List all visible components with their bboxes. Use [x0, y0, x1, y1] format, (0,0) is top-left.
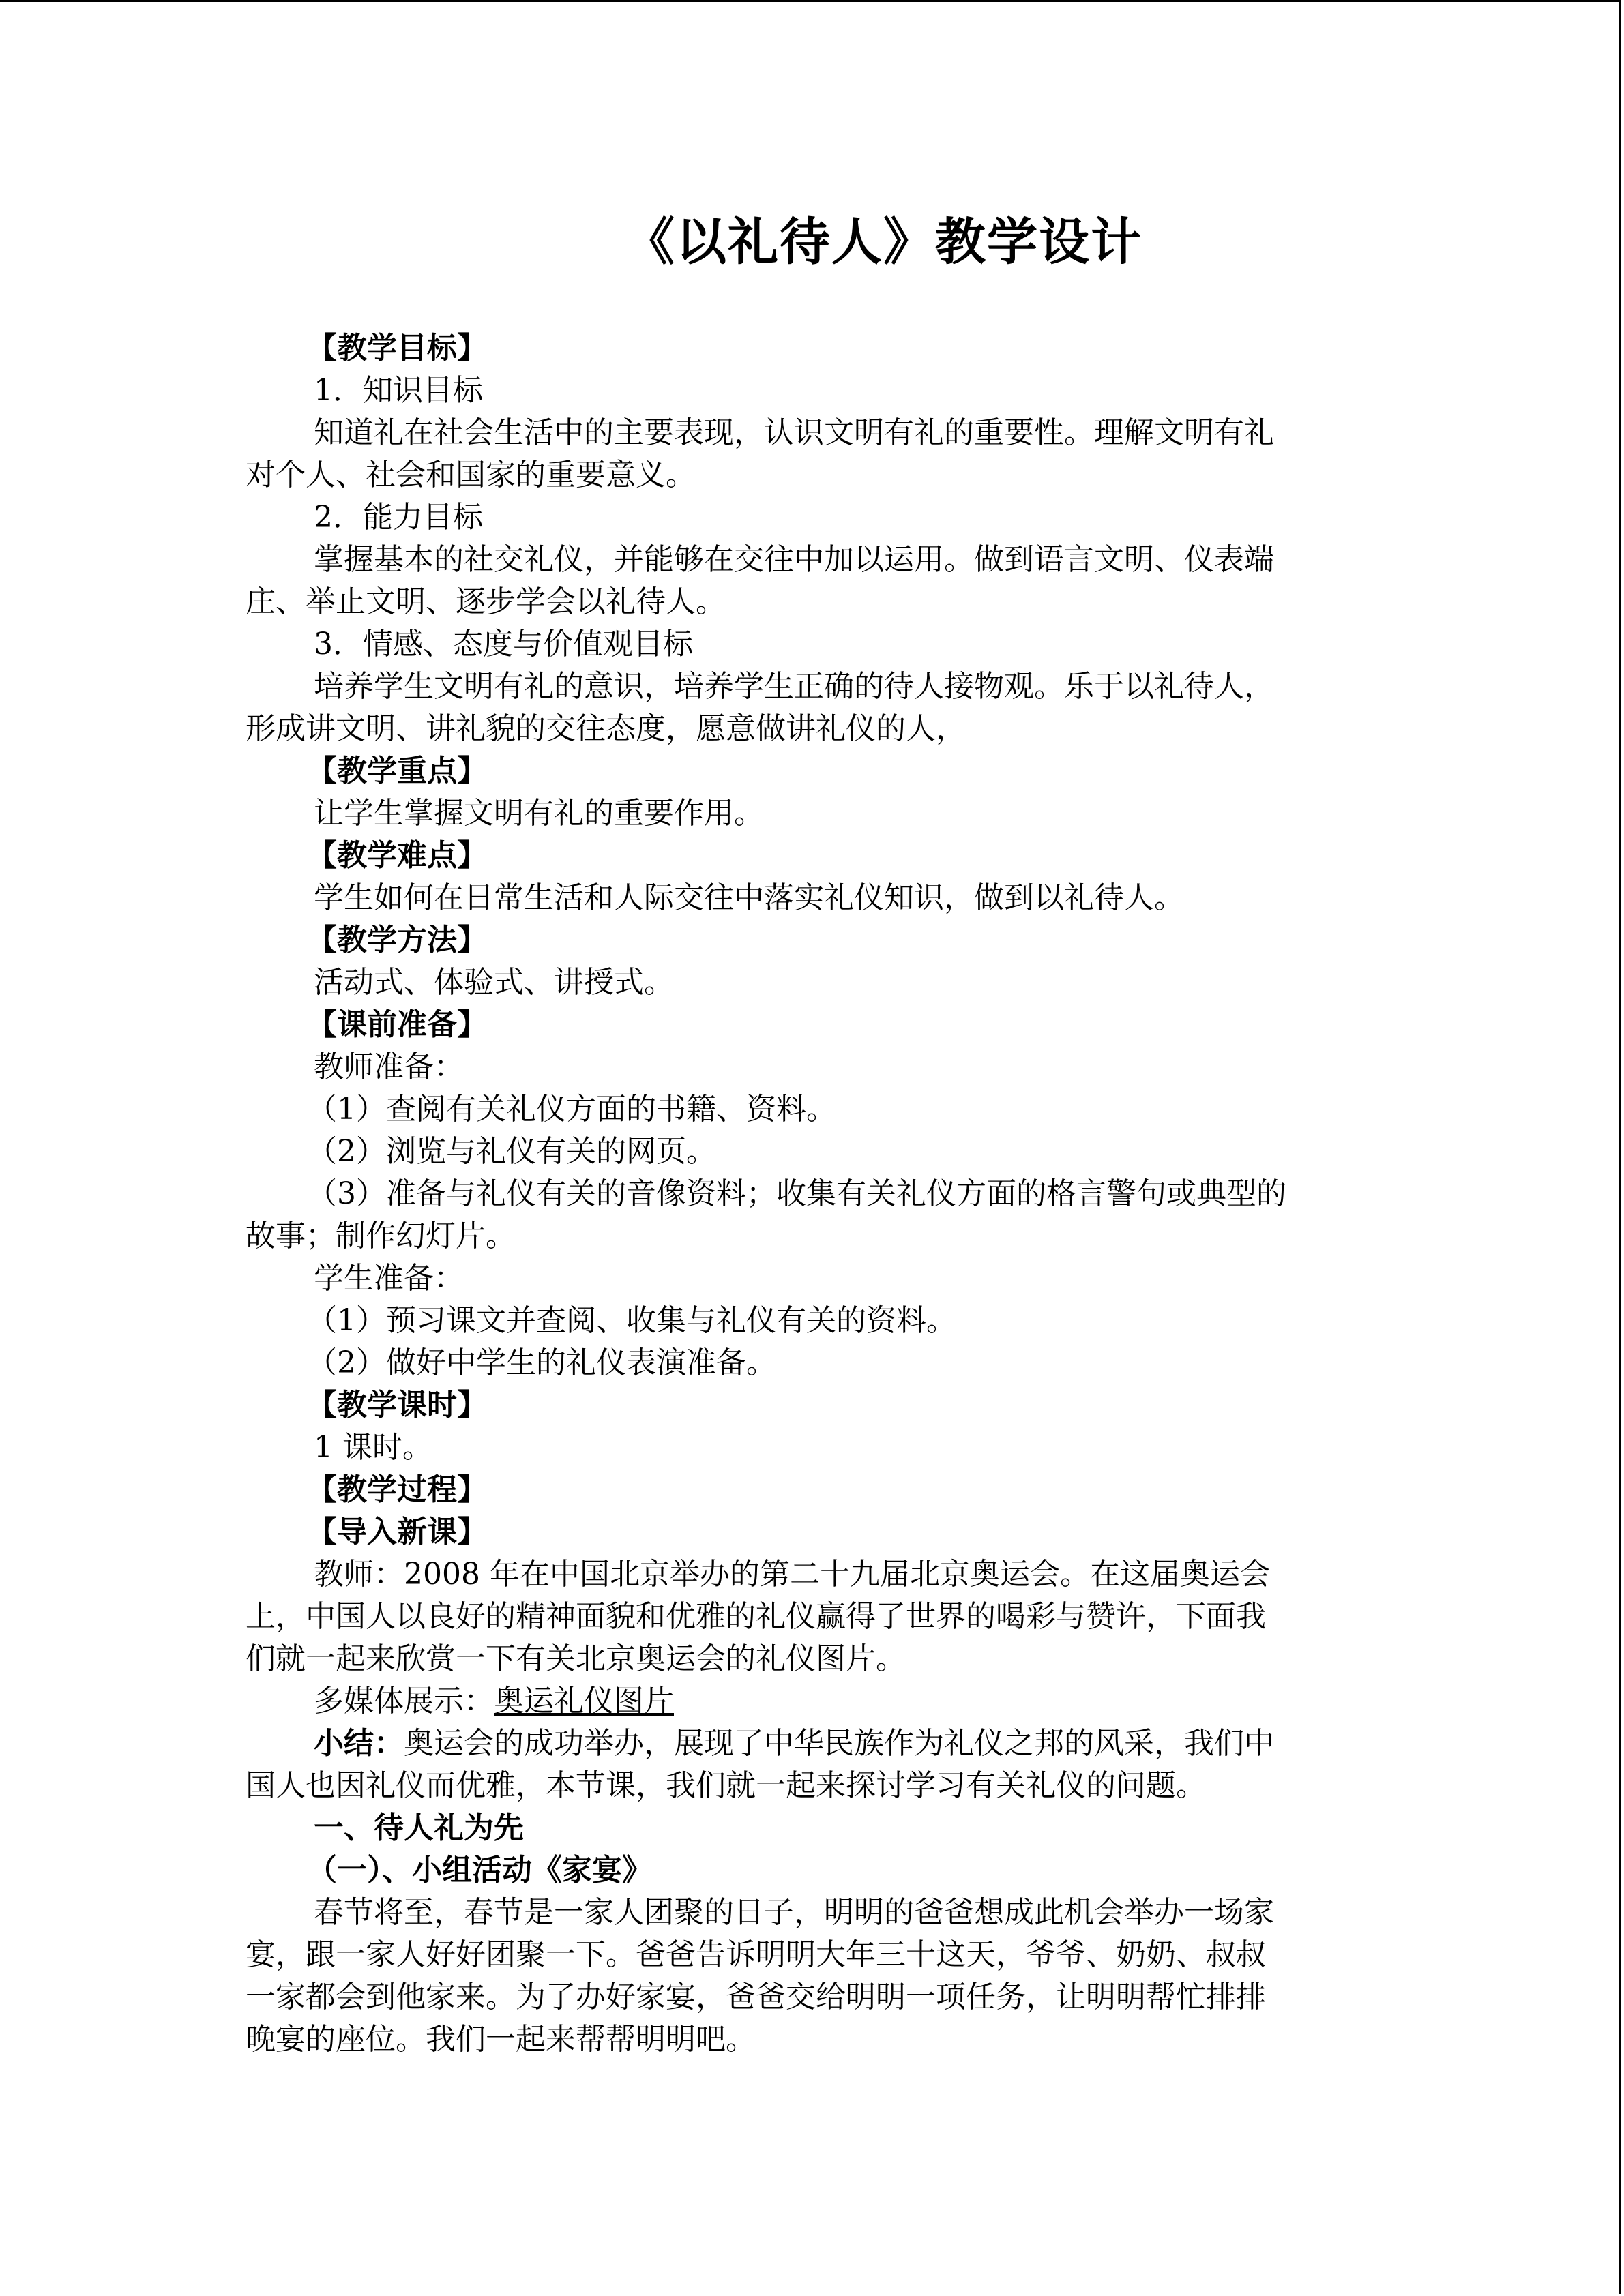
summary-text: 奥运会的成功举办，展现了中华民族作为礼仪之邦的风采，我们中 [404, 1726, 1274, 1761]
intro-heading: 【导入新课】 [307, 1515, 487, 1549]
media-label: 多媒体展示： [314, 1684, 494, 1718]
knowledge-text-cont: 对个人、社会和国家的重要意义。 [246, 458, 696, 492]
method-heading: 【教学方法】 [307, 923, 487, 957]
summary-line [246, 1723, 1378, 1765]
emotion-heading: 3．情感、态度与价值观目标 [314, 627, 693, 661]
emotion-text: 培养学生文明有礼的意识，培养学生正确的待人接物观。乐于以礼待人， [314, 669, 1274, 704]
difficulty-heading: 【教学难点】 [307, 838, 487, 873]
knowledge-text: 知道礼在社会生活中的主要表现，认识文明有礼的重要性。理解文明有礼 [314, 415, 1274, 450]
student-prep-item-1: （1）预习课文并查阅、收集与礼仪有关的资料。 [307, 1303, 956, 1338]
activity-text-cont-3: 晚宴的座位。我们一起来帮帮明明吧。 [246, 2022, 756, 2057]
media-line [246, 1680, 1378, 1723]
difficulty-text: 学生如何在日常生活和人际交往中落实礼仪知识，做到以礼待人。 [314, 880, 1184, 915]
summary-label: 小结： [314, 1726, 404, 1761]
teacher-prep-label: 教师准备： [314, 1049, 464, 1084]
activity-text-cont-2: 一家都会到他家来。为了办好家宴，爸爸交给明明一项任务，让明明帮忙排排 [246, 1980, 1266, 2014]
key-heading: 【教学重点】 [307, 754, 487, 788]
activity-text-cont-1: 宴，跟一家人好好团聚一下。爸爸告诉明明大年三十这天，爷爷、奶奶、叔叔 [246, 1937, 1266, 1972]
method-text: 活动式、体验式、讲授式。 [314, 965, 674, 1000]
objectives-heading: 【教学目标】 [307, 331, 487, 366]
teacher-prep-item-3: （3）准备与礼仪有关的音像资料；收集有关礼仪方面的格言警句或典型的 [307, 1176, 1286, 1211]
activity-heading: （一）、小组活动《家宴》 [307, 1853, 652, 1888]
teacher-prep-item-3-cont: 故事；制作幻灯片。 [246, 1219, 516, 1253]
media-link[interactable]: 奥运礼仪图片 [494, 1684, 674, 1718]
prep-heading: 【课前准备】 [307, 1007, 487, 1042]
student-prep-label: 学生准备： [314, 1261, 464, 1296]
intro-text-cont-1: 上，中国人以良好的精神面貌和优雅的礼仪赢得了世界的喝彩与赞许，下面我 [246, 1599, 1266, 1634]
document-title: 《以礼待人》教学设计 [624, 213, 1142, 271]
student-prep-item-2: （2）做好中学生的礼仪表演准备。 [307, 1345, 776, 1380]
teacher-prep-item-2: （2）浏览与礼仪有关的网页。 [307, 1134, 716, 1169]
summary-text-cont: 国人也因礼仪而优雅，本节课，我们就一起来探讨学习有关礼仪的问题。 [246, 1768, 1206, 1803]
hours-text: 1 课时。 [314, 1430, 432, 1465]
ability-text: 掌握基本的社交礼仪，并能够在交往中加以运用。做到语言文明、仪表端 [314, 542, 1274, 577]
emotion-text-cont: 形成讲文明、讲礼貌的交往态度，愿意做讲礼仪的人， [246, 711, 966, 746]
part1-heading: 一、待人礼为先 [314, 1810, 524, 1845]
intro-text: 教师：2008 年在中国北京举办的第二十九届北京奥运会。在这届奥运会 [314, 1557, 1270, 1592]
document-body [246, 205, 1378, 2061]
key-text: 让学生掌握文明有礼的重要作用。 [314, 796, 764, 831]
activity-text: 春节将至，春节是一家人团聚的日子，明明的爸爸想成此机会举办一场家 [314, 1895, 1274, 1930]
intro-text-cont-2: 们就一起来欣赏一下有关北京奥运会的礼仪图片。 [246, 1641, 906, 1676]
ability-heading: 2．能力目标 [314, 500, 483, 535]
teacher-prep-item-1: （1）查阅有关礼仪方面的书籍、资料。 [307, 1092, 836, 1127]
ability-text-cont: 庄、举止文明、逐步学会以礼待人。 [246, 584, 726, 619]
knowledge-heading: 1．知识目标 [314, 373, 483, 408]
process-heading: 【教学过程】 [307, 1472, 487, 1507]
hours-heading: 【教学课时】 [307, 1388, 487, 1422]
